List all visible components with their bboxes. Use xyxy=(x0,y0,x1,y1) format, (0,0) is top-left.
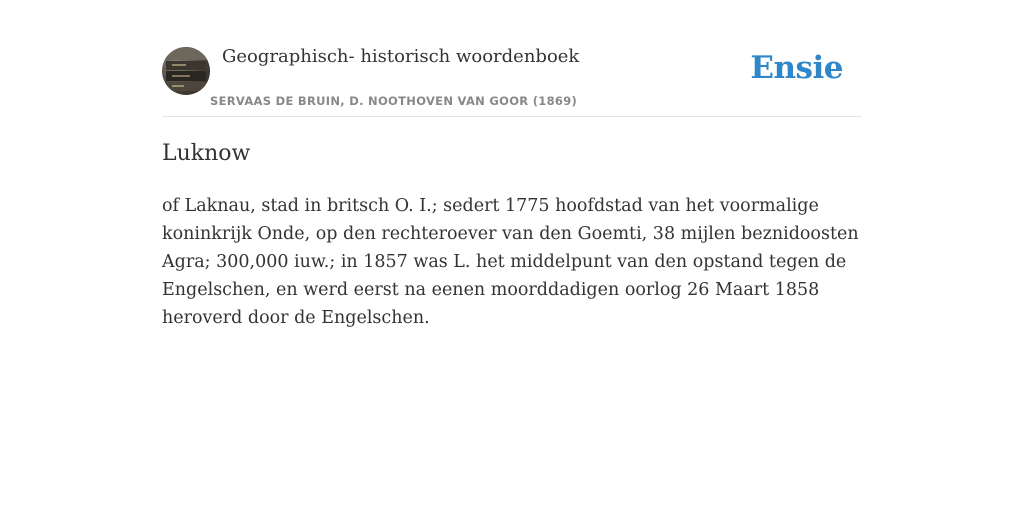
entry-definition: of Laknau, stad in britsch O. I.; sedert 1775 hoofdstad van het voormalige koninkrijk Onde, op den rechteroever van den Goemti, 38 mijlen beznidoosten Agra; 300,000 iuw.; in 1857 was L. het middelpunt van den opstand tegen de Engelschen, en werd eerst na eenen moorddadigen oorlog 26 Maart 1858 heroverd door de Engelschen. xyxy=(162,196,859,328)
book-authors: SERVAAS DE BRUIN, D. NOOTHOVEN VAN GOOR (1869) xyxy=(210,94,578,108)
book-header xyxy=(162,0,862,117)
entry-title: Luknow xyxy=(162,141,251,166)
page-container xyxy=(162,0,862,328)
book-title[interactable]: Geographisch- historisch woordenboek xyxy=(222,46,580,67)
book-cover-icon[interactable] xyxy=(162,47,210,95)
ensie-logo-link[interactable]: Ensie xyxy=(750,50,843,86)
